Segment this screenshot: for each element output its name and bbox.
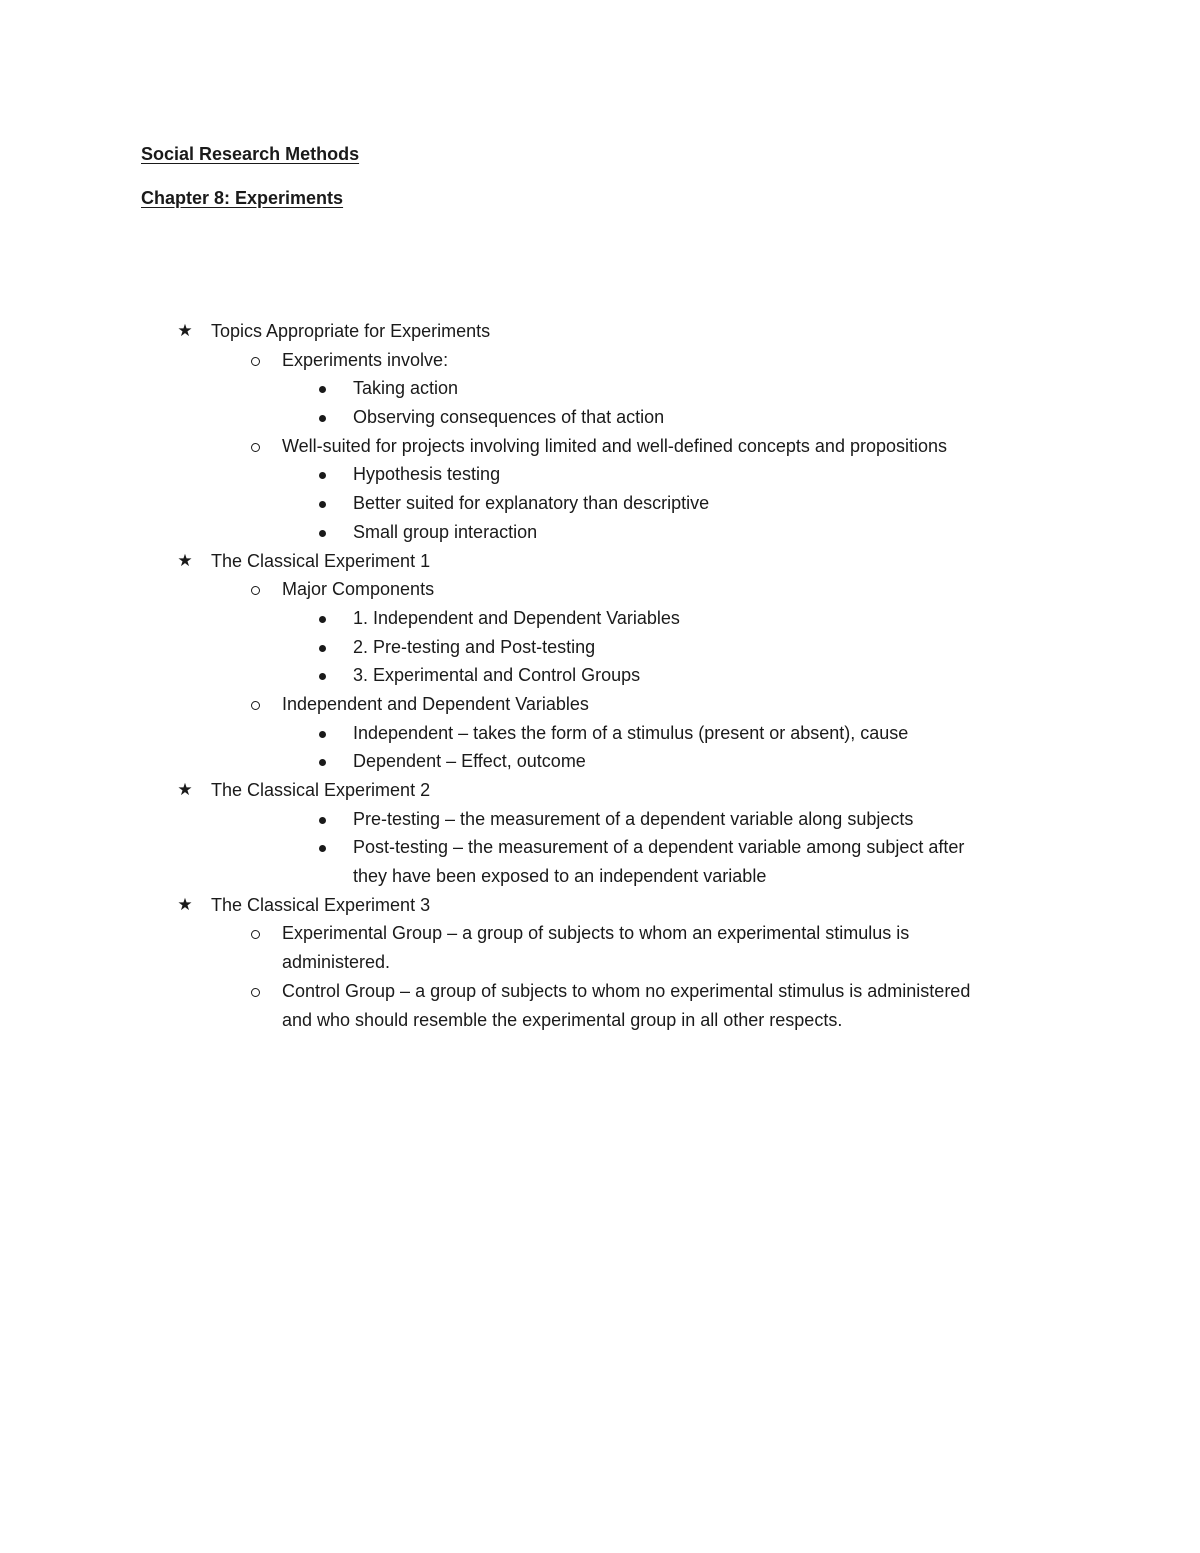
outline-item-label: Independent – takes the form of a stimulus (present or absent), cause bbox=[353, 722, 909, 743]
hollow-circle-icon bbox=[247, 346, 263, 377]
bullet-icon bbox=[314, 633, 330, 662]
bullet-icon bbox=[314, 719, 330, 748]
outline-item-continuation bbox=[0, 1006, 1200, 1035]
outline-item-label: Better suited for explanatory than descriptive bbox=[353, 493, 710, 514]
outline-item-level2 bbox=[0, 346, 1200, 375]
outline-item-label: Small group interaction bbox=[353, 521, 538, 542]
outline-item-level3 bbox=[0, 374, 1200, 403]
outline-item-label: Independent and Dependent Variables bbox=[282, 693, 589, 714]
outline-item-level3 bbox=[0, 633, 1200, 662]
outline-item-level3 bbox=[0, 518, 1200, 547]
outline-item-level2 bbox=[0, 690, 1200, 719]
hollow-circle-icon bbox=[247, 432, 263, 463]
bullet-icon bbox=[314, 460, 330, 489]
outline-item-label: Dependent – Effect, outcome bbox=[353, 751, 586, 772]
outline-item-level2 bbox=[0, 575, 1200, 604]
outline-item-level3 bbox=[0, 460, 1200, 489]
outline-item-label: Experiments involve: bbox=[282, 349, 449, 370]
outline-item-level3 bbox=[0, 719, 1200, 748]
outline-item-level1 bbox=[0, 891, 1200, 920]
hollow-circle-icon bbox=[247, 575, 263, 606]
outline-item-label: Topics Appropriate for Experiments bbox=[211, 321, 491, 341]
bullet-icon bbox=[314, 747, 330, 776]
outline-item-label: The Classical Experiment 3 bbox=[211, 894, 431, 915]
outline-item-level3 bbox=[0, 403, 1200, 432]
star-icon: ★ bbox=[177, 550, 193, 570]
hollow-circle-icon bbox=[247, 919, 263, 950]
outline-item-level3 bbox=[0, 805, 1200, 834]
outline-item-label: Observing consequences of that action bbox=[353, 407, 665, 428]
outline-item-label: Major Components bbox=[282, 579, 435, 600]
bullet-icon bbox=[314, 833, 330, 862]
star-icon: ★ bbox=[177, 321, 193, 340]
outline-item-level3 bbox=[0, 489, 1200, 518]
outline-item-label: Hypothesis testing bbox=[353, 464, 501, 485]
outline-item-label: The Classical Experiment 2 bbox=[211, 780, 431, 800]
outline-item-continuation bbox=[0, 948, 1200, 977]
chapter-heading: Chapter 8: Experiments bbox=[141, 188, 344, 208]
outline-item-label: 3. Experimental and Control Groups bbox=[353, 665, 641, 686]
outline-item-label: Well-suited for projects involving limited and well-defined concepts and propositions bbox=[282, 435, 948, 456]
bullet-icon bbox=[314, 374, 330, 403]
outline-list bbox=[0, 317, 1200, 1034]
outline-item-label: Experimental Group – a group of subjects to whom an experimental stimulus is bbox=[282, 923, 910, 944]
outline-item-level2 bbox=[0, 432, 1200, 461]
bullet-icon bbox=[314, 604, 330, 633]
bullet-icon bbox=[314, 489, 330, 518]
outline-item-level2 bbox=[0, 977, 1200, 1006]
outline-item-level2 bbox=[0, 919, 1200, 948]
outline-item-level1 bbox=[0, 317, 1200, 346]
outline-item-label: 1. Independent and Dependent Variables bbox=[353, 607, 680, 628]
bullet-icon bbox=[314, 518, 330, 547]
hollow-circle-icon bbox=[247, 690, 263, 721]
document-title: Social Research Methods bbox=[141, 144, 360, 164]
star-icon: ★ bbox=[177, 780, 193, 799]
outline-item-level1 bbox=[0, 776, 1200, 805]
outline-item-label: 2. Pre-testing and Post-testing bbox=[353, 636, 596, 657]
outline-item-continuation bbox=[0, 862, 1200, 891]
outline-item-level3 bbox=[0, 747, 1200, 776]
hollow-circle-icon bbox=[247, 977, 263, 1008]
outline-item-label: Post-testing – the measurement of a dependent variable among subject after bbox=[353, 837, 965, 858]
outline-item-label: Taking action bbox=[353, 378, 459, 399]
outline-item-level3 bbox=[0, 833, 1200, 862]
outline-item-level1 bbox=[0, 547, 1200, 576]
outline-item-label: administered. bbox=[282, 952, 391, 973]
outline-item-level3 bbox=[0, 604, 1200, 633]
outline-item-label: The Classical Experiment 1 bbox=[211, 550, 431, 571]
outline-item-label: they have been exposed to an independent variable bbox=[353, 866, 767, 887]
outline-item-label: Control Group – a group of subjects to whom no experimental stimulus is administered bbox=[282, 980, 971, 1001]
outline-item-level3 bbox=[0, 661, 1200, 690]
star-icon: ★ bbox=[177, 894, 193, 914]
outline-item-label: and who should resemble the experimental group in all other respects. bbox=[282, 1009, 843, 1030]
bullet-icon bbox=[314, 805, 330, 834]
outline-item-label: Pre-testing – the measurement of a dependent variable along subjects bbox=[353, 808, 914, 829]
bullet-icon bbox=[314, 403, 330, 432]
bullet-icon bbox=[314, 661, 330, 690]
